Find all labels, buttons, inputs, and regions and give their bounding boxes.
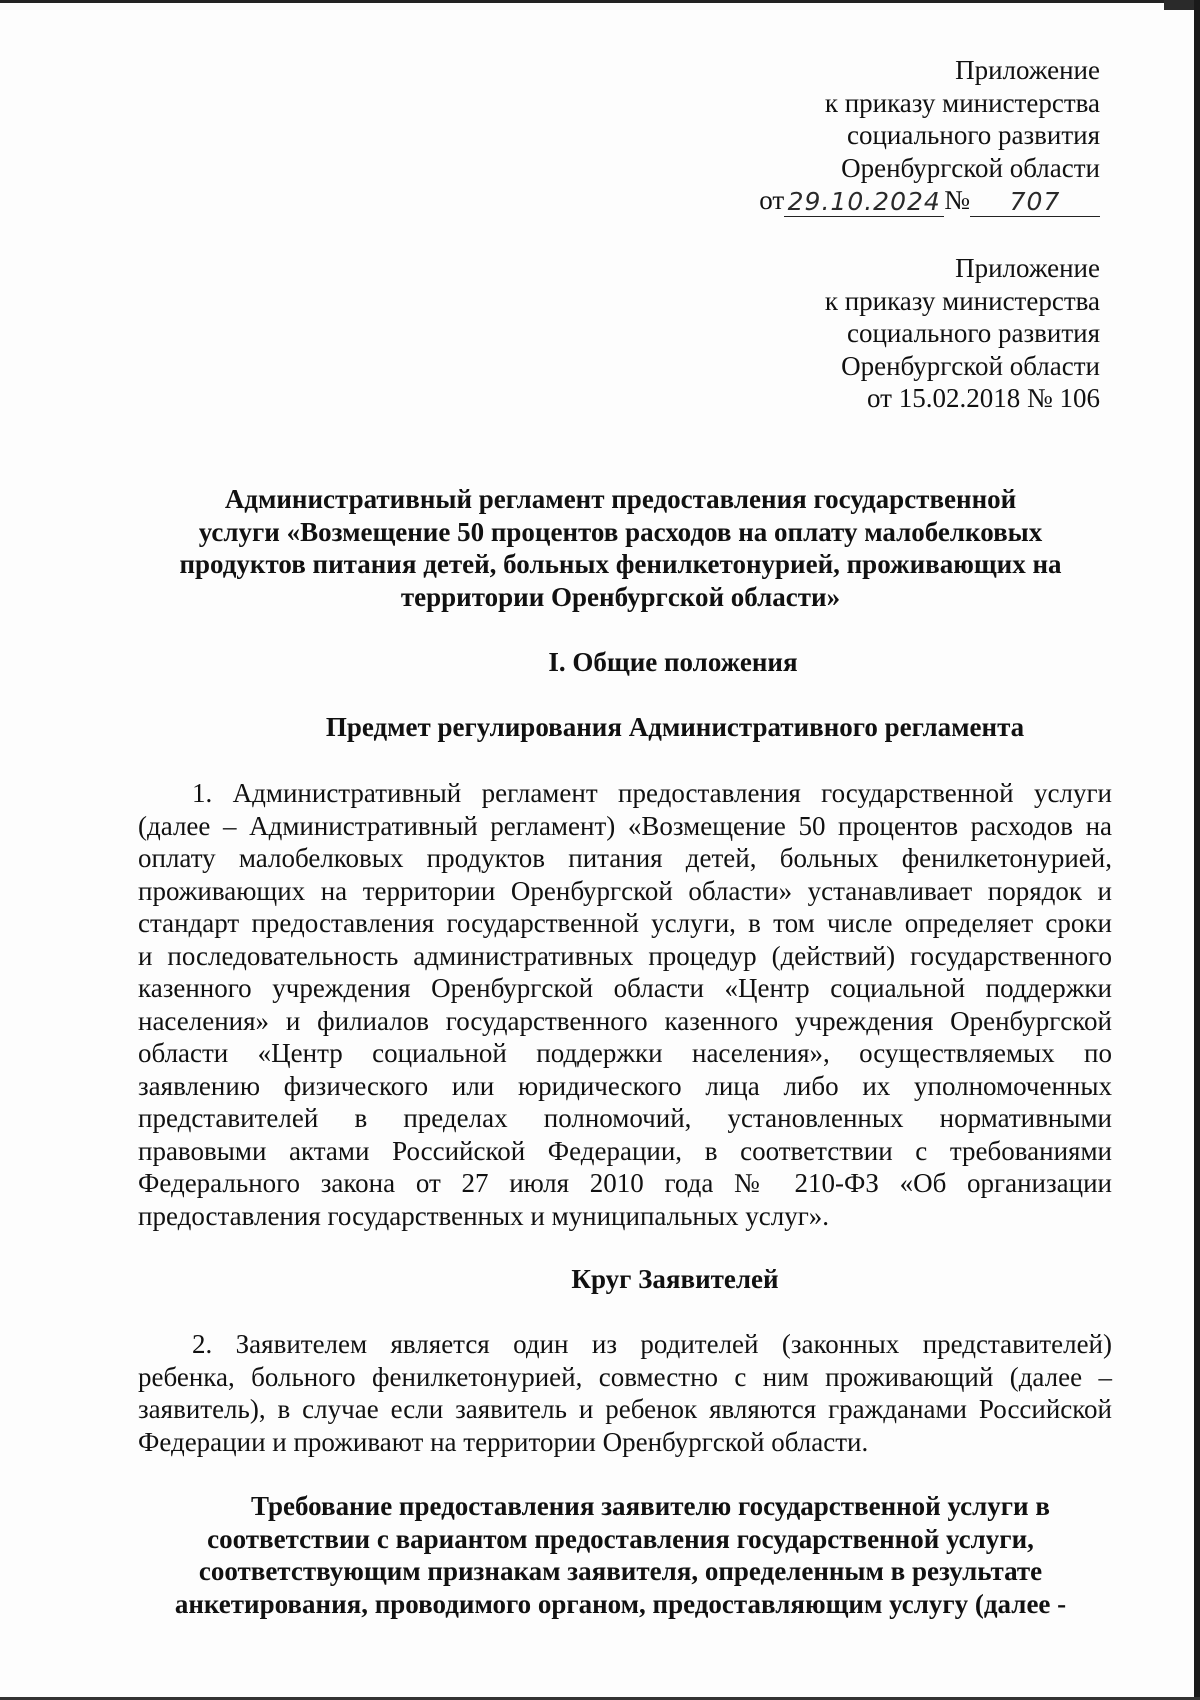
- heading-line: анкетирования, проводимого органом, предоставляющим услугу (далее -: [174, 1588, 1067, 1619]
- section-heading: I. Общие положения: [548, 647, 798, 677]
- approval-line: Приложение: [955, 253, 1100, 283]
- section-subheading: Предмет регулирования Административного регламента: [325, 712, 1025, 742]
- approval-block-original: [825, 252, 1100, 415]
- order-number-sign: №: [944, 185, 970, 215]
- paragraph-line: оплату малобелковых продуктов питания детей, больных фенилкетонурией,: [138, 843, 1112, 873]
- paragraph-line: казенного учреждения Оренбургской области «Центр социальной поддержки: [138, 973, 1112, 1003]
- paragraph-line: заявлению физического или юридического лица либо их уполномоченных: [138, 1070, 1112, 1101]
- paragraph-line: области «Центр социальной поддержки населения», осуществляемых по: [138, 1038, 1112, 1068]
- order-prefix: от: [759, 185, 785, 215]
- paragraph-line: проживающих на территории Оренбургской области» устанавливает порядок и: [138, 875, 1112, 906]
- paragraph-line: населения» и филиалов государственного казенного учреждения Оренбургской: [138, 1005, 1112, 1036]
- approval-line: Оренбургской области: [841, 350, 1100, 381]
- handwritten-order-date: 29.10.2024: [784, 188, 944, 217]
- title-line: Административный регламент предоставления государственной: [224, 484, 1017, 514]
- title-line: продуктов питания детей, больных фенилкетонурией, проживающих на: [179, 549, 1062, 579]
- paragraph-line: 1. Административный регламент предоставления государственной услуги: [192, 778, 1112, 808]
- approval-line: к приказу министерства: [824, 285, 1100, 316]
- heading-line: соответствии с вариантом предоставления государственной услуги,: [207, 1523, 1034, 1554]
- approval-line: социального развития: [846, 318, 1100, 348]
- paragraph-line: (далее – Административный регламент) «Возмещение 50 процентов расходов на: [138, 810, 1112, 841]
- paragraph-line: Федерального закона от 27 июля 2010 года № 210-ФЗ «Об организации: [138, 1168, 1112, 1198]
- paragraph-1: [138, 777, 1112, 1232]
- document-title: [138, 483, 1103, 613]
- paragraph-line: ребенка, больного фенилкетонурией, совместно с ним проживающий (далее –: [138, 1361, 1112, 1392]
- heading-line: Требование предоставления заявителю государственной услуги в: [251, 1491, 1050, 1521]
- approval-block-current: [759, 54, 1100, 217]
- paragraph-line: и последовательность административных процедур (действий) государственного: [138, 940, 1112, 971]
- paragraph-line: предоставления государственных и муниципальных услуг».: [138, 1200, 830, 1231]
- approval-line: от 15.02.2018 № 106: [867, 383, 1100, 413]
- paragraph-line: представителей в пределах полномочий, установленных нормативными: [138, 1103, 1112, 1133]
- heading-line: соответствующим признакам заявителя, определенным в результате: [198, 1556, 1043, 1586]
- scan-edge-top: [0, 0, 1200, 3]
- paragraph-2: [138, 1328, 1112, 1458]
- paragraph-line: стандарт предоставления государственной услуги, в том числе определяет сроки: [138, 908, 1112, 938]
- approval-line: Оренбургской области: [841, 152, 1100, 183]
- scan-edge-right: [1194, 0, 1200, 1700]
- paragraph-line: 2. Заявителем является один из родителей (законных представителей): [192, 1329, 1112, 1359]
- approval-line: Приложение: [955, 55, 1100, 85]
- approval-line: социального развития: [846, 120, 1100, 150]
- title-line: услуги «Возмещение 50 процентов расходов на оплату малобелковых: [198, 516, 1043, 547]
- title-line: территории Оренбургской области»: [400, 581, 841, 612]
- approval-line: к приказу министерства: [824, 87, 1100, 118]
- paragraph-line: правовыми актами Российской Федерации, в соответствии с требованиями: [138, 1135, 1112, 1166]
- scan-edge-corner: [1164, 0, 1194, 10]
- applicants-heading: Круг Заявителей: [571, 1264, 779, 1294]
- paragraph-line: Федерации и проживают на территории Оренбургской области.: [138, 1426, 869, 1457]
- handwritten-order-number: 707: [970, 188, 1100, 217]
- paragraph-line: заявитель), в случае если заявитель и ребенок являются гражданами Российской: [138, 1394, 1112, 1424]
- approval-order-line: [759, 184, 1100, 217]
- requirement-heading: [138, 1490, 1103, 1620]
